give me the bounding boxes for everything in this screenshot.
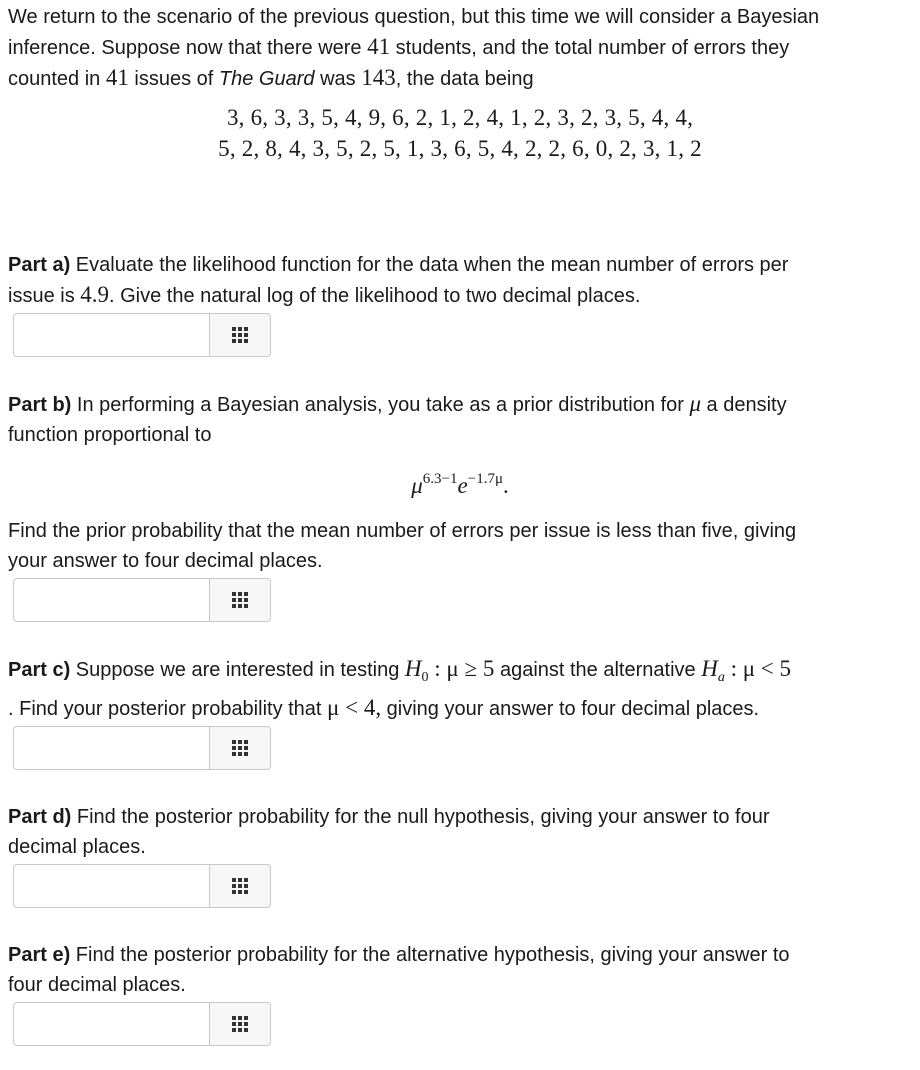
intro-text: , the data being (395, 68, 534, 90)
part-c-label: Part c) (8, 659, 71, 681)
h0-symbol: H (404, 656, 422, 681)
part-a-keypad-button[interactable] (209, 313, 271, 357)
keypad-icon (232, 1016, 248, 1032)
part-c-text: . Find your posterior probability that (8, 698, 328, 720)
ha-condition: : μ < 5 (724, 656, 792, 681)
intro-text: inference. Suppose now that there were (8, 37, 368, 59)
part-c-line-2 (8, 693, 912, 724)
posterior-condition: μ < 4, (327, 695, 382, 720)
part-a-line-2 (8, 280, 912, 311)
prior-formula (8, 464, 912, 504)
formula-end: . (503, 473, 509, 498)
part-a-answer-input[interactable] (13, 313, 209, 357)
part-b-line-4: your answer to four decimal places. (8, 550, 323, 572)
part-c-answer-row (13, 726, 271, 770)
intro-line-3 (8, 63, 912, 94)
part-e-line-2: four decimal places. (8, 974, 186, 996)
publication-name: The Guard (218, 68, 315, 90)
intro-line-1: We return to the scenario of the previous question, but this time we will consider a Bayesian (8, 6, 820, 28)
part-a-answer-row (13, 313, 271, 357)
part-c-keypad-button[interactable] (209, 726, 271, 770)
part-b-text: In performing a Bayesian analysis, you take as a prior distribution for (71, 394, 690, 416)
formula-e: e (457, 473, 468, 498)
part-c-answer-input[interactable] (13, 726, 209, 770)
part-d-line-1 (8, 802, 912, 832)
part-e-answer-row (13, 1002, 271, 1046)
keypad-icon (232, 878, 248, 894)
keypad-icon (232, 592, 248, 608)
part-d-keypad-button[interactable] (209, 864, 271, 908)
part-e-keypad-button[interactable] (209, 1002, 271, 1046)
intro-text: was (314, 68, 362, 90)
part-e-line-1 (8, 940, 912, 970)
part-c-text: giving your answer to four decimal places. (381, 698, 760, 720)
part-b-text: a density (700, 394, 787, 416)
part-e-answer-input[interactable] (13, 1002, 209, 1046)
part-b-answer-row (13, 578, 271, 622)
part-b-line-2: function proportional to (8, 424, 212, 446)
part-d-line-2: decimal places. (8, 836, 146, 858)
part-b-answer-input[interactable] (13, 578, 209, 622)
intro-line-2 (8, 32, 912, 63)
part-d-label: Part d) (8, 806, 72, 828)
mean-value: 4.9 (80, 282, 109, 307)
ha-symbol: H (701, 656, 718, 681)
intro-text: students, and the total number of errors they (390, 37, 790, 59)
part-d-answer-input[interactable] (13, 864, 209, 908)
part-a-text: issue is (8, 285, 81, 307)
data-row-2: 5, 2, 8, 4, 3, 5, 2, 5, 1, 3, 6, 5, 4, 2, 2, 6, 0, 2, 3, 1, 2 (218, 136, 702, 161)
intro-text: issues of (128, 68, 219, 90)
part-e-section (8, 940, 912, 1046)
part-a-text: Evaluate the likelihood function for the data when the mean number of errors per (70, 254, 789, 276)
intro-text: counted in (8, 68, 106, 90)
keypad-icon (232, 740, 248, 756)
data-row-1: 3, 6, 3, 3, 5, 4, 9, 6, 2, 1, 2, 4, 1, 2, 3, 2, 3, 5, 4, 4, (226, 105, 694, 130)
total-errors: 143 (361, 65, 396, 90)
part-a-line-1 (8, 250, 912, 280)
part-a-section (8, 250, 912, 357)
ha-subscript: a (717, 670, 725, 685)
part-c-text: Suppose we are interested in testing (70, 659, 405, 681)
part-b-line-3: Find the prior probability that the mean number of errors per issue is less than five, giving (8, 520, 797, 542)
h0-condition: : μ ≥ 5 (428, 656, 495, 681)
part-c-line-1 (8, 654, 912, 693)
formula-exponent-1: 6.3−1 (422, 471, 458, 487)
data-values (8, 102, 912, 164)
keypad-icon (232, 327, 248, 343)
part-a-label: Part a) (8, 254, 71, 276)
part-b-label: Part b) (8, 394, 72, 416)
part-c-section (8, 654, 912, 770)
formula-base: μ (411, 473, 423, 498)
part-d-text: Find the posterior probability for the null hypothesis, giving your answer to four (71, 806, 770, 828)
num-issues: 41 (105, 65, 129, 90)
part-d-section (8, 802, 912, 908)
part-e-text: Find the posterior probability for the alternative hypothesis, giving your answer to (70, 944, 790, 966)
part-b-section (8, 389, 912, 622)
part-e-label: Part e) (8, 944, 71, 966)
part-b-line-1 (8, 389, 912, 420)
part-c-text: against the alternative (494, 659, 702, 681)
part-b-keypad-button[interactable] (209, 578, 271, 622)
intro-section (8, 2, 912, 164)
part-d-answer-row (13, 864, 271, 908)
formula-exponent-2: −1.7μ (467, 471, 503, 487)
question-page (8, 2, 912, 1046)
part-a-text: . Give the natural log of the likelihood to two decimal places. (109, 285, 641, 307)
num-students: 41 (367, 34, 391, 59)
mu-symbol: μ (689, 391, 701, 416)
h0-subscript: 0 (421, 670, 429, 685)
